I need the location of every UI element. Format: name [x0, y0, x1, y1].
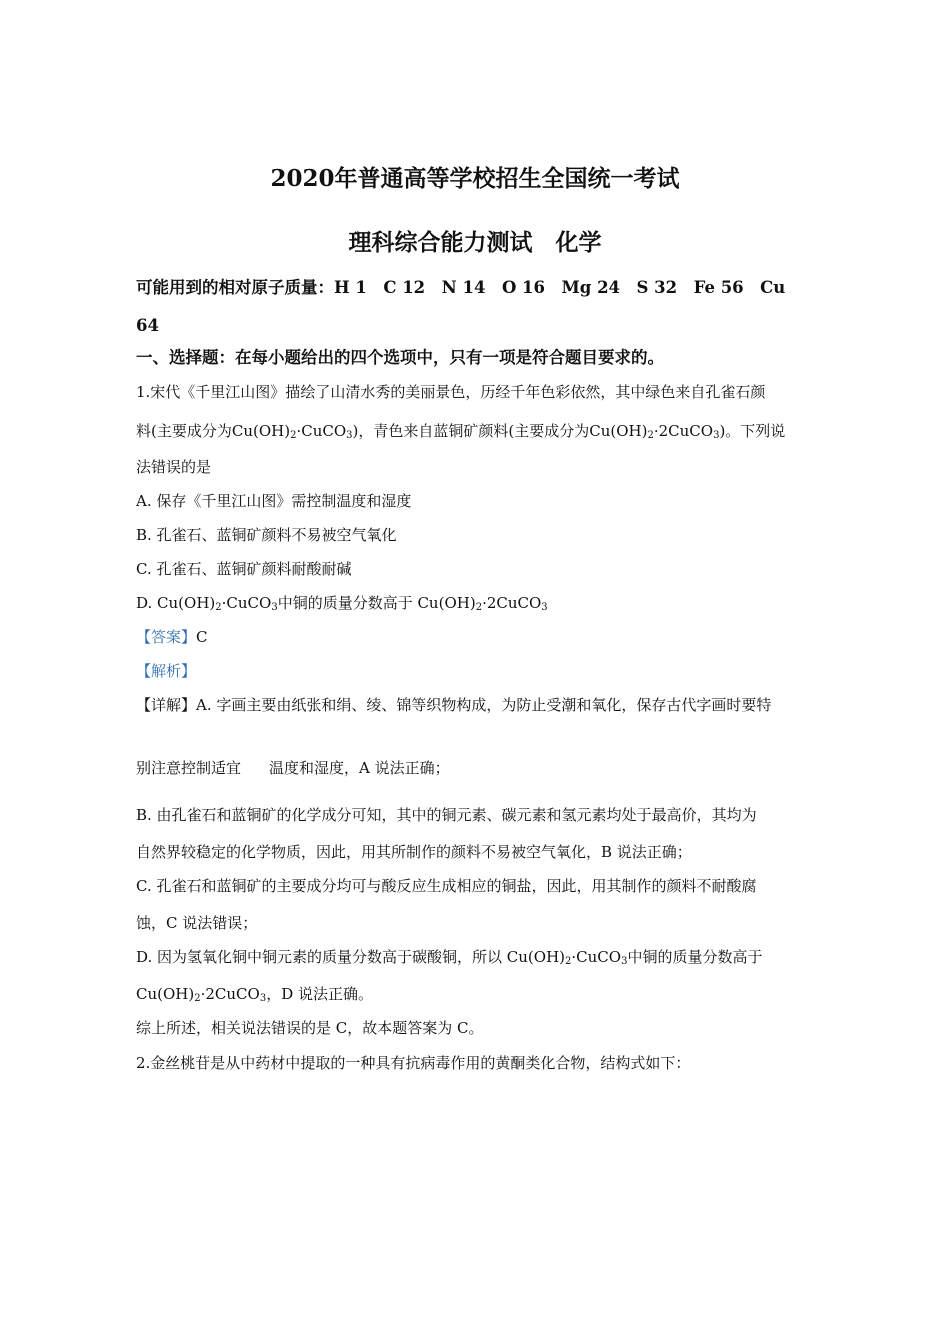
exam-subtitle: 理科综合能力测试 化学 — [348, 229, 602, 256]
q1-explain-b-line2: 自然界较稳定的化学物质，因此，用其所制作的颜料不易被空气氧化，B 说法正确； — [136, 843, 692, 861]
q1-detail-line2: 别注意控制适宜 温度和湿度，A 说法正确； — [136, 759, 450, 777]
atomic-masses-line1: 可能用到的相对原子质量：H 1 C 12 N 14 O 16 Mg 24 S 32 Fe 56 Cu — [136, 278, 786, 297]
q1-stem-line1: 1.宋代《千里江山图》描绘了山清水秀的美丽景色，历经千年色彩依然，其中绿色来自孔雀石颜 — [136, 383, 766, 401]
q1-summary: 综上所述，相关说法错误的是 C，故本题答案为 C。 — [136, 1019, 484, 1037]
q1-explain-c-line1: C. 孔雀石和蓝铜矿的主要成分均可与酸反应生成相应的铜盐，因此，用其制作的颜料不耐酸腐 — [136, 877, 757, 895]
q1-answer — [136, 627, 208, 647]
q1-option-b: B. 孔雀石、蓝铜矿颜料不易被空气氧化 — [136, 526, 397, 544]
section-heading: 一、选择题：在每小题给出的四个选项中，只有一项是符合题目要求的。 — [136, 348, 664, 367]
q1-explain-d-line2: $Cu(OH)_2\cdot 2CuCO_3$，D 说法正确。 — [136, 985, 374, 1004]
q1-stem-line2: 料(主要成分为$Cu(OH)_2\cdot CuCO_3$)，青色来自蓝铜矿颜料(主要成分为$Cu(OH)_2\cdot 2CuCO_3$)。下列说 — [136, 422, 786, 441]
q1-stem-line3: 法错误的是 — [136, 458, 212, 476]
q1-option-a: A. 保存《千里江山图》需控制温度和湿度 — [136, 492, 412, 510]
q1-explain-b-line1: B. 由孔雀石和蓝铜矿的化学成分可知，其中的铜元素、碳元素和氢元素均处于最高价，其均为 — [136, 806, 757, 824]
q1-explain-c-line2: 蚀，C 说法错误； — [136, 914, 258, 932]
q1-option-d: D. $Cu(OH)_2\cdot CuCO_3$中铜的质量分数高于 $Cu(OH)_2\cdot 2CuCO_3$ — [136, 594, 548, 613]
atomic-masses-line2: 64 — [136, 316, 159, 335]
q2-stem: 2.金丝桃苷是从中药材中提取的一种具有抗病毒作用的黄酮类化合物，结构式如下： — [136, 1054, 691, 1072]
q1-explain-d-line1: D. 因为氢氧化铜中铜元素的质量分数高于碳酸铜，所以 $Cu(OH)_2\cdot CuCO_3$中铜的质量分数高于 — [136, 948, 763, 967]
q1-analysis-label: 【解析】 — [136, 662, 197, 680]
answer-value: C — [196, 628, 208, 646]
answer-label: 【答案】 — [136, 628, 197, 646]
q1-option-c: C. 孔雀石、蓝铜矿颜料耐酸耐碱 — [136, 560, 352, 578]
q1-detail-line1: 【详解】A. 字画主要由纸张和绢、绫、锦等织物构成，为防止受潮和氧化，保存古代字画时要特 — [136, 696, 772, 714]
exam-title: 2020年普通高等学校招生全国统一考试 — [270, 165, 680, 192]
